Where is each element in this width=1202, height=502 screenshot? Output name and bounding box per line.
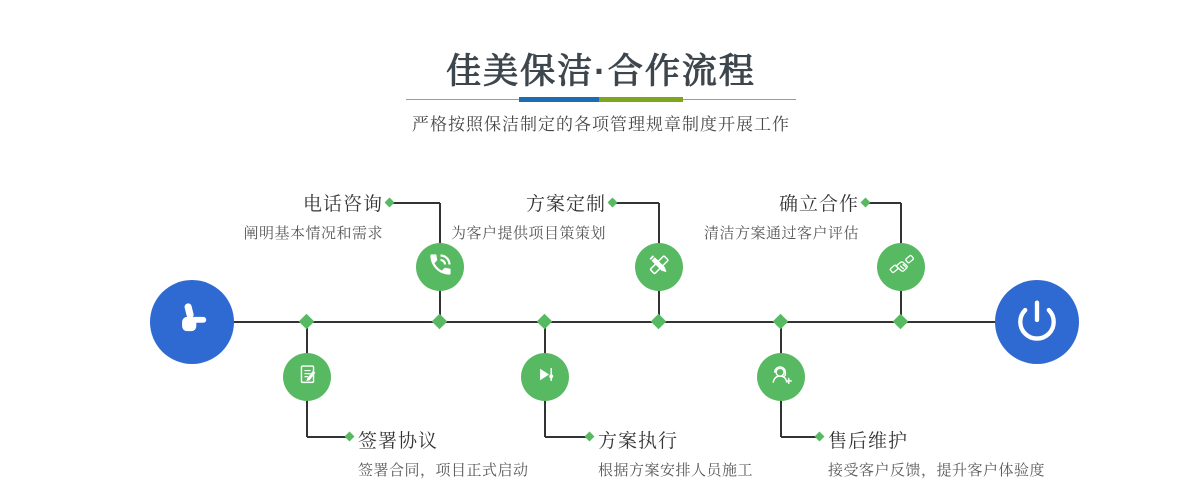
design-tools-icon <box>644 250 674 285</box>
step2-connector-h <box>613 202 659 204</box>
step5-label <box>598 426 753 480</box>
step1-connector-h <box>390 202 440 204</box>
step-desc: 根据方案安排人员施工 <box>598 462 754 479</box>
step2-node <box>635 243 683 291</box>
step2-timeline-diamond <box>651 314 667 330</box>
step-title: 签署协议 <box>358 431 439 452</box>
step3-label-diamond <box>861 198 871 208</box>
main-timeline <box>192 321 1037 323</box>
step6-connector-h <box>781 436 818 438</box>
step5-node <box>521 353 569 401</box>
step1-node <box>416 243 464 291</box>
step3-label <box>704 189 859 243</box>
step-desc: 阐明基本情况和需求 <box>243 225 383 242</box>
divider-accents <box>519 97 683 102</box>
divider-green-segment <box>599 97 683 102</box>
step-title: 方案执行 <box>598 431 679 452</box>
step1-label-diamond <box>385 198 395 208</box>
step-desc: 为客户提供项目策策划 <box>450 225 606 242</box>
step6-label <box>828 426 1045 480</box>
pointing-hand-icon <box>166 294 218 351</box>
step3-timeline-diamond <box>893 314 909 330</box>
step1-timeline-diamond <box>432 314 448 330</box>
step2-label-diamond <box>608 198 618 208</box>
step4-node <box>283 353 331 401</box>
step1-label <box>243 189 383 243</box>
step4-label-diamond <box>345 432 355 442</box>
step-desc: 清洁方案通过客户评估 <box>703 225 859 242</box>
step5-timeline-diamond <box>537 314 553 330</box>
step3-connector-h <box>866 202 901 204</box>
page-subtitle: 严格按照保洁制定的各项管理规章制度开展工作 <box>412 115 790 134</box>
title-divider <box>406 97 796 103</box>
step-desc: 签署合同，项目正式启动 <box>358 462 529 479</box>
step6-label-diamond <box>815 432 825 442</box>
start-endpoint <box>150 280 234 364</box>
step4-connector-h <box>307 436 348 438</box>
step5-connector-h <box>545 436 588 438</box>
step3-node <box>877 243 925 291</box>
step4-timeline-diamond <box>299 314 315 330</box>
headset-plus-icon <box>766 360 796 395</box>
handshake-icon <box>886 249 917 285</box>
end-endpoint <box>995 280 1079 364</box>
step-desc: 接受客户反馈，提升客户体验度 <box>828 462 1046 479</box>
step6-node <box>757 353 805 401</box>
step-title: 电话咨询 <box>302 194 383 215</box>
play-slider-icon <box>531 360 560 394</box>
step5-label-diamond <box>585 432 595 442</box>
page-title: 佳美保洁·合作流程 <box>446 52 756 91</box>
power-icon <box>1011 294 1063 351</box>
step6-timeline-diamond <box>773 314 789 330</box>
phone-icon <box>427 251 454 283</box>
step4-label <box>358 426 529 480</box>
divider-blue-segment <box>519 97 599 102</box>
contract-pen-icon <box>293 360 322 394</box>
step-title: 售后维护 <box>828 431 909 452</box>
step2-label <box>451 189 606 243</box>
step-title: 方案定制 <box>525 194 606 215</box>
step-title: 确立合作 <box>778 194 859 215</box>
